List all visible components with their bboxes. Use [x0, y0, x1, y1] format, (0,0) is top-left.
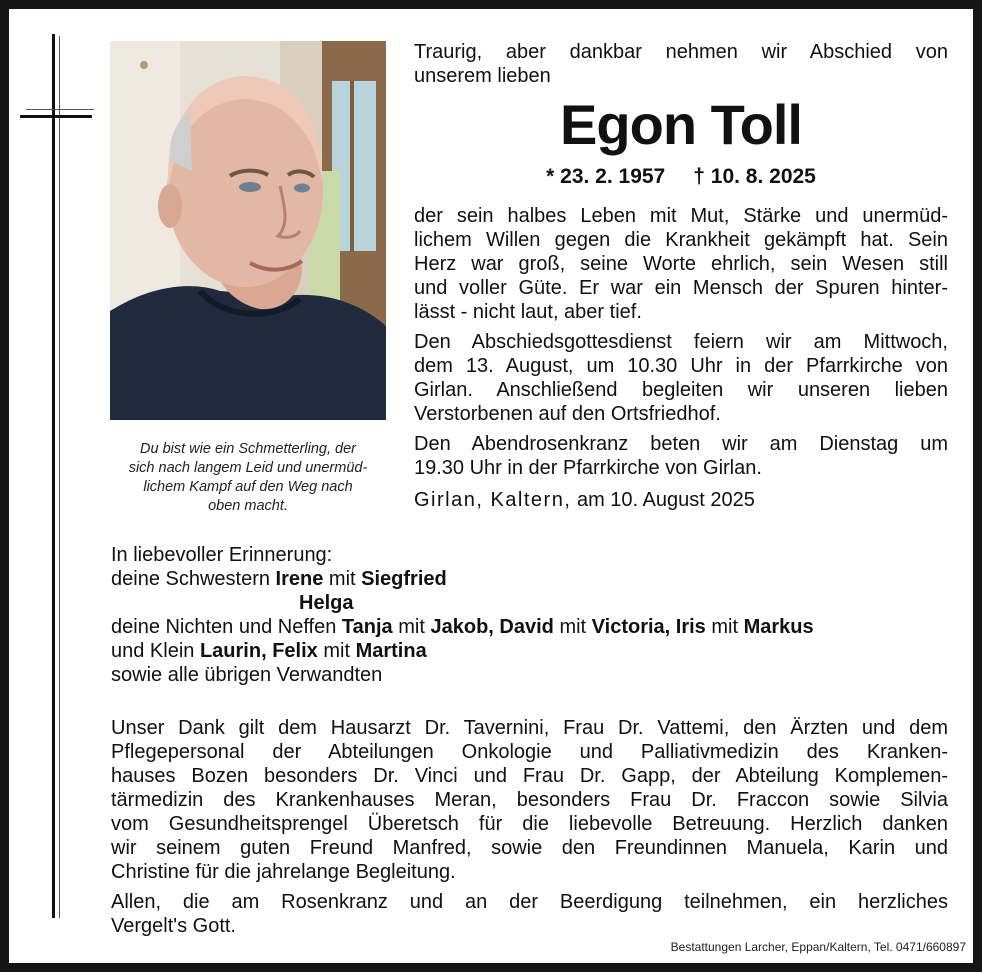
text-line: lässt - nicht laut, aber tief.	[414, 301, 642, 323]
text-line: Allen, die am Rosenkranz und an der Beerdigung teilnehmen, ein herzliches	[111, 891, 948, 913]
poem-line: lichem Kampf auf den Weg nach	[143, 479, 353, 495]
text-line: und voller Güte. Er war ein Mensch der Spuren hinter-	[414, 277, 948, 299]
death-date: † 10. 8. 2025	[693, 165, 816, 188]
text-line: Vergelt's Gott.	[111, 915, 236, 937]
text-line: wir seinem guten Freund Manfred, sowie den Freundinnen Manuela, Karin und	[111, 837, 948, 859]
portrait-photo	[110, 41, 386, 420]
text-line: der sein halbes Leben mit Mut, Stärke und unermüd-	[414, 205, 948, 227]
text-line: 19.30 Uhr in der Pfarrkirche von Girlan.	[414, 457, 762, 479]
intro-line-2: unserem lieben	[414, 65, 551, 87]
text-line: vom Gesundheitsprengel Überetsch für die liebevolle Betreuung. Herzlich danken	[111, 813, 948, 835]
obituary-body	[414, 204, 948, 486]
birth-date: * 23. 2. 1957	[546, 165, 666, 188]
text-line: Girlan. Anschließend begleiten wir unseren lieben	[414, 379, 948, 401]
text-line: lichem Willen gegen die Krankheit gekämpft hat. Sein	[414, 229, 948, 251]
text-line: Verstorbenen auf den Ortsfriedhof.	[414, 403, 721, 425]
text-line: Den Abendrosenkranz beten wir am Dienstag um	[414, 433, 948, 455]
text-line: Christine für die jahrelange Begleitung.	[111, 861, 456, 883]
text-line: Pflegepersonal der Abteilungen Onkologie und Palliativmedizin des Kranken-	[111, 741, 948, 763]
mourners-heading: In liebevoller Erinnerung:	[111, 544, 333, 566]
mourners-line-sister2: Helga	[299, 592, 354, 614]
poem-line: sich nach langem Leid und unermüd-	[128, 460, 368, 476]
funeral-home-footer: Bestattungen Larcher, Eppan/Kaltern, Tel. 0471/660897	[670, 940, 966, 954]
text-line: Herz war groß, seine Worte ehrlich, sein Wesen still	[414, 253, 948, 275]
text-line: Den Abschiedsgottesdienst feiern wir am Mittwoch,	[414, 331, 948, 353]
poem-line: oben macht.	[208, 498, 288, 514]
text-line: dem 13. August, um 10.30 Uhr in der Pfarrkirche von	[414, 355, 948, 377]
text-line: hauses Bozen besonders Dr. Vinci und Frau Dr. Gapp, der Abteilung Komplemen-	[111, 765, 948, 787]
gratitude-paragraph	[111, 890, 948, 938]
paragraph-life	[414, 204, 948, 324]
intro-text	[414, 40, 948, 88]
mourners-list	[111, 543, 951, 687]
paragraph-funeral	[414, 330, 948, 426]
place-towns: Girlan, Kaltern,	[414, 489, 572, 511]
deceased-name: Egon Toll	[560, 93, 802, 156]
text-line: tärmedizin des Krankenhauses Meran, besonders Frau Dr. Fraccon sowie Silvia	[111, 789, 948, 811]
mourners-line-others: sowie alle übrigen Verwandten	[111, 664, 383, 686]
text-line: Unser Dank gilt dem Hausarzt Dr. Tavernini, Frau Dr. Vattemi, den Ärzten und dem	[111, 717, 948, 739]
poem-line: Du bist wie ein Schmetterling, der	[140, 441, 356, 457]
poem-quote	[110, 440, 386, 516]
paragraph-rosary	[414, 432, 948, 480]
thanks-section	[111, 716, 948, 944]
notice-date: am 10. August 2025	[576, 489, 755, 511]
intro-line-1: Traurig, aber dankbar nehmen wir Abschied von	[414, 41, 948, 63]
mourners-line-small: und Klein Laurin, Felix mit Martina	[111, 640, 427, 662]
mourners-line-nieces: deine Nichten und Neffen Tanja mit Jakob, David mit Victoria, Iris mit Markus	[111, 616, 814, 638]
life-dates	[414, 164, 948, 190]
mourners-line-sisters: deine Schwestern Irene mit Siegfried	[111, 568, 447, 590]
place-date	[414, 488, 948, 512]
thanks-paragraph	[111, 716, 948, 884]
